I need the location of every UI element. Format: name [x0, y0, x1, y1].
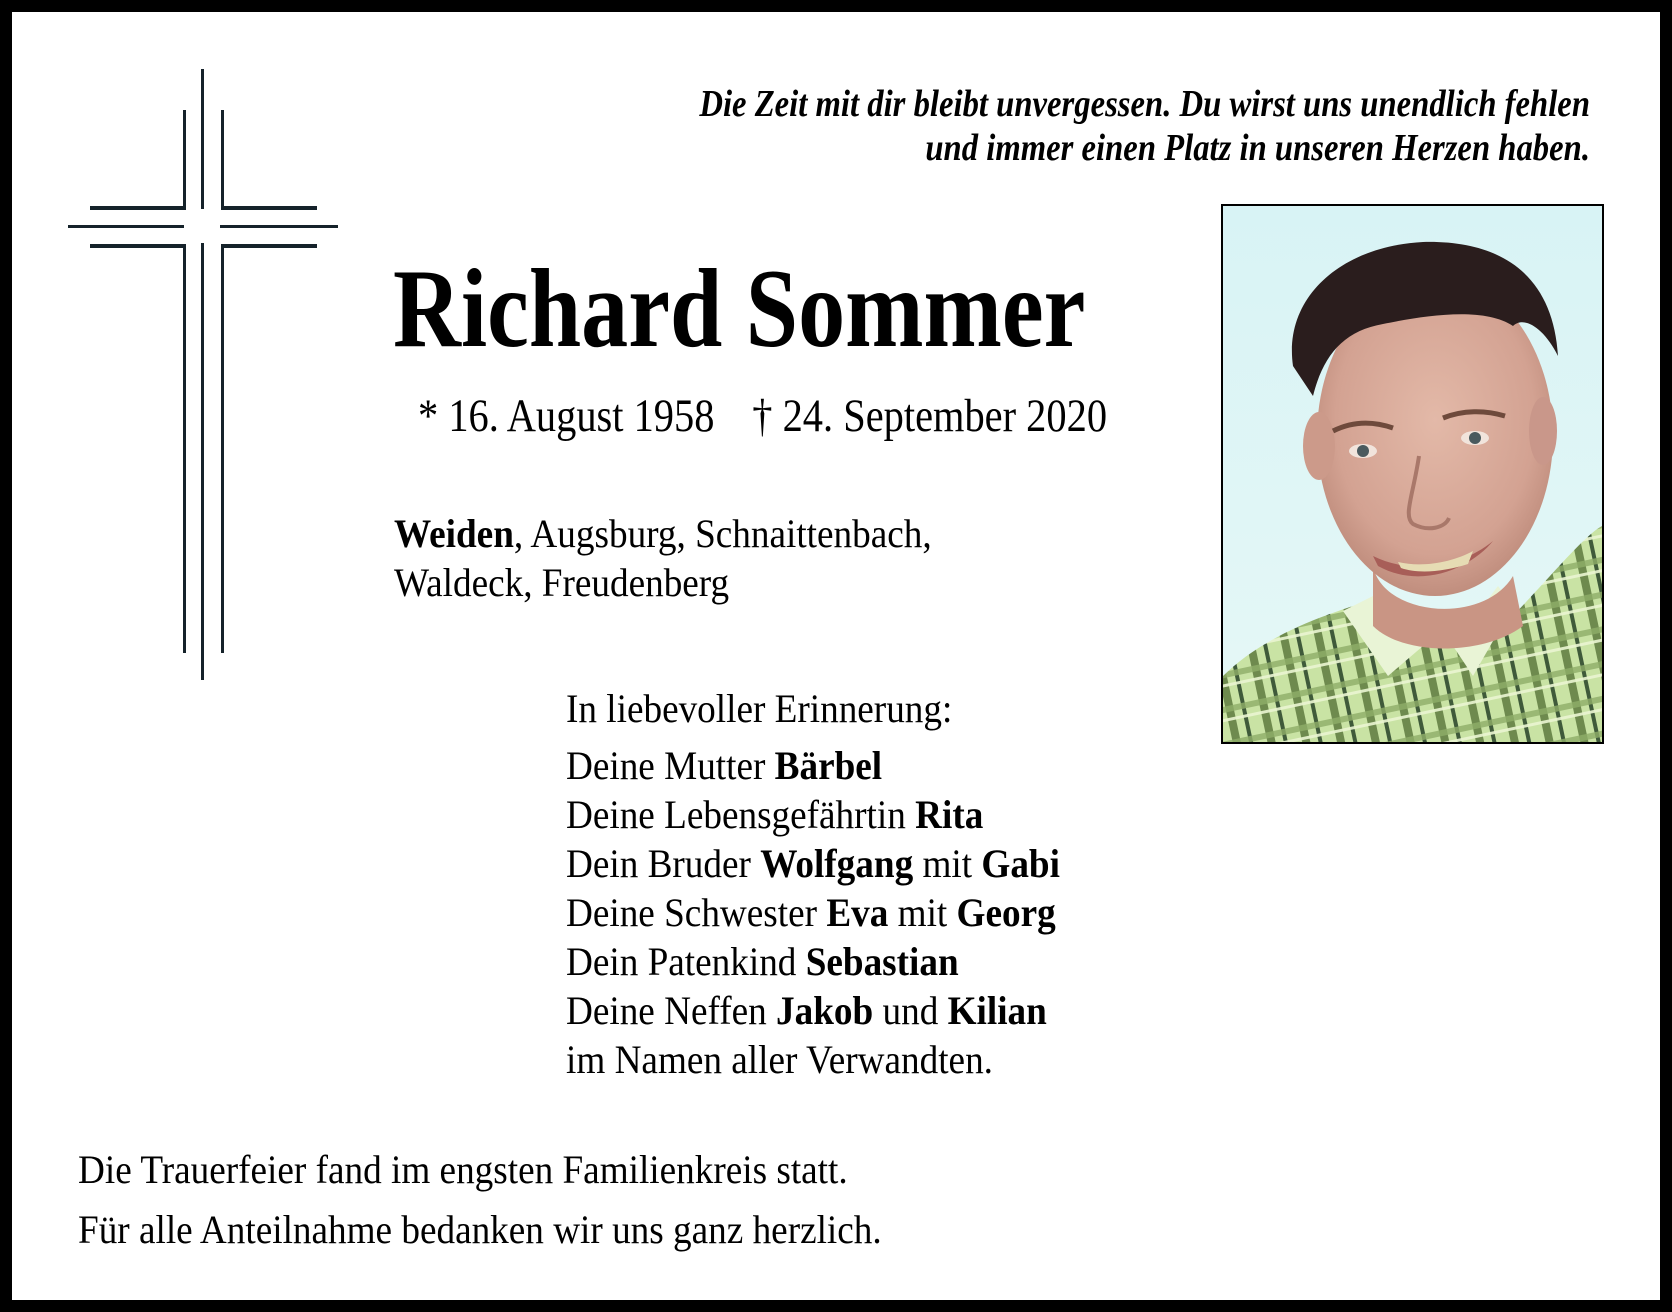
connector-text: mit [888, 890, 957, 935]
footer-line-1: Die Trauerfeier fand im engsten Familienkreis statt. [78, 1147, 848, 1192]
relation-label: Deine Neffen [566, 988, 777, 1033]
life-dates [418, 388, 1107, 444]
places-line-1: , Augsburg, Schnaittenbach, [513, 511, 932, 556]
connector-text: und [873, 988, 948, 1033]
relative-name: Kilian [947, 988, 1047, 1033]
relation-label: Dein Bruder [566, 841, 761, 886]
death-date: 24. September 2020 [782, 390, 1108, 442]
portrait-photo [1221, 204, 1604, 744]
relation-label: Deine Schwester [566, 890, 827, 935]
relation-label: Dein Patenkind [566, 939, 806, 984]
birth-date: 16. August 1958 [448, 390, 715, 442]
death-dagger-icon: † [752, 390, 773, 442]
relative-name: Sebastian [805, 939, 959, 984]
primary-place: Weiden [394, 511, 514, 556]
list-item [566, 839, 1060, 888]
quote-line-2: und immer einen Platz in unseren Herzen haben. [925, 127, 1590, 169]
list-item [566, 937, 1060, 986]
footer-line-2: Für alle Anteilnahme bedanken wir uns ganz herzlich. [78, 1207, 882, 1252]
family-memory-list [566, 684, 1060, 1084]
list-item [566, 888, 1060, 937]
relative-name: Bärbel [774, 743, 883, 788]
list-item [566, 790, 1060, 839]
obituary-card [12, 12, 1660, 1300]
list-item [566, 741, 1060, 790]
memory-closing: im Namen aller Verwandten. [566, 1037, 993, 1082]
places-of-life [394, 509, 932, 607]
places-line-2: Waldeck, Freudenberg [394, 560, 730, 605]
connector-text: mit [913, 841, 982, 886]
relation-label: Deine Lebensgefährtin [566, 792, 916, 837]
cross-icon [12, 12, 372, 712]
memorial-quote [390, 82, 1590, 170]
relative-name: Wolfgang [760, 841, 914, 886]
relative-name: Jakob [776, 988, 874, 1033]
memory-intro: In liebevoller Erinnerung: [566, 686, 953, 731]
relative-name: Georg [956, 890, 1056, 935]
relative-name: Gabi [981, 841, 1060, 886]
deceased-name: Richard Sommer [393, 247, 1086, 371]
relative-name: Rita [915, 792, 984, 837]
relation-label: Deine Mutter [566, 743, 775, 788]
list-item [566, 986, 1060, 1035]
quote-line-1: Die Zeit mit dir bleibt unvergessen. Du wirst uns unendlich fehlen [699, 83, 1590, 125]
portrait-photo-icon [1223, 206, 1602, 742]
relative-name: Eva [826, 890, 889, 935]
funeral-notice [78, 1140, 882, 1260]
birth-symbol: * [418, 390, 439, 442]
